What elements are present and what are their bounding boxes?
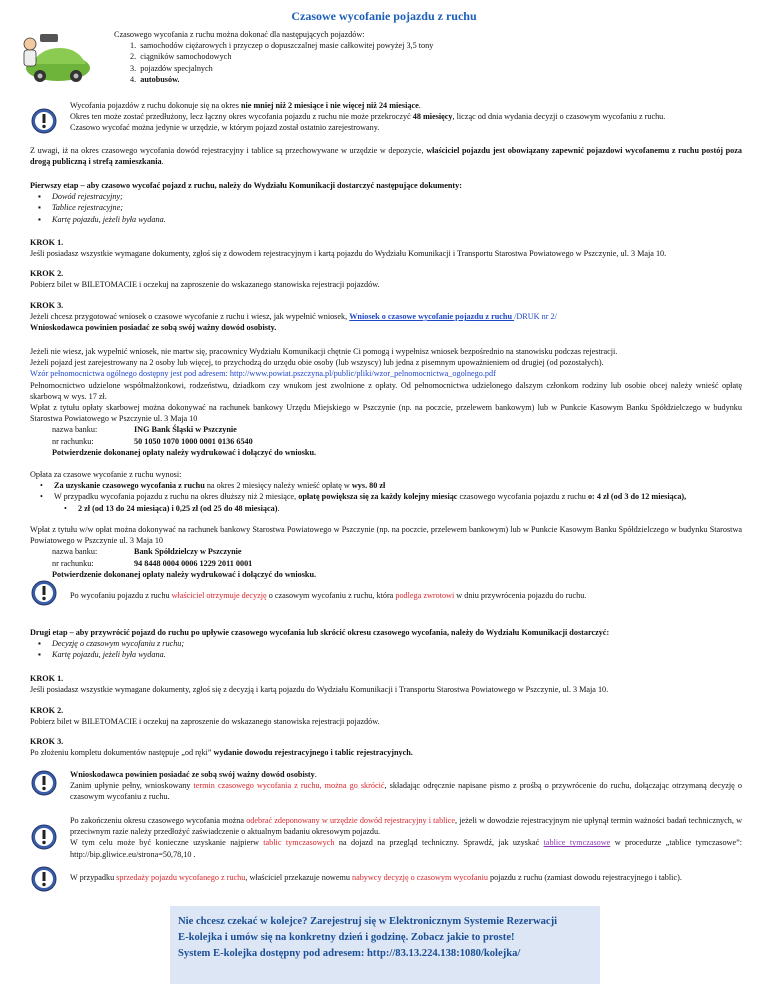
- e-queue-link[interactable]: System E-kolejka dostępny pod adresem: http://83.13.224.138:1080/kolejka/: [178, 948, 521, 959]
- sale-note: W przypadku sprzedaży pojazdu wycofanego z ruchu, właściciel przekazuje nowemu nabywcy decyzję o czasowym wycofaniu pojazdu z ruchu (zamiast dowodu rejestracyjnego i tablic).: [70, 873, 682, 882]
- id-note: Wnioskodawca powinien posiadać ze sobą swój ważny dowód osobisty. Zanim upłynie pełny, wnioskowany termin czasowego wycofania z ruchu, można go skrócić, składając odręcznie napisane pismo z prośbą o przywrócenie do ruchu, dołączając otrzymaną decyzję o czasowym wycofaniu z ruchu.: [70, 770, 742, 802]
- stage2-step1: KROK 1. Jeśli posiadasz wszystkie wymagane dokumenty, zgłoś się z decyzją i kartą pojazdu do Wydziału Komunikacji i Transportu Starostwa Powiatowego w Pszczynie, ul. 3 Maja 10.: [30, 674, 609, 695]
- car-mechanic-illustration: [18, 30, 94, 84]
- payment-block: Wpłat z tytułu w/w opłat można dokonywać na rachunek bankowy Starostwa Powiatowego w Pszczynie (np. na poczcie, przelewem bankowym) lub w Punkcie Kasowym Banku Spółdzielczego w budynku Starostwa Powiatowego w Pszczynie ul. 3 Maja 10 nazwa banku: Bank Spółdzielczy w Pszczynie nr rachunku: 94 8448 0004 0006 1229 2011 0001 Potwierdzenie dokonanej opłaty należy wydrukować i dołączyć do wniosku.: [30, 525, 742, 579]
- step3: KROK 3. Jeżeli chcesz przygotować wniosek o czasowe wycofanie z ruchu i wiesz, jak wypełnić wniosek, Wniosek o czasowe wycofanie pojazdu z ruchu /DRUK nr 2/ Wnioskodawca powinien posiadać ze sobą swój ważny dowód osobisty.: [30, 301, 557, 333]
- warning-icon: [31, 580, 57, 606]
- fees-block: Opłata za czasowe wycofanie z ruchu wynosi: • Za uzyskanie czasowego wycofania z ruchu na okres 2 miesięcy należy wnieść opłatę w wys. 80 zł • W przypadku wycofania pojazdu z ruchu na okres dłuższy niż 2 miesiące, opłatę powiększa się za każdy kolejny miesiąc czasowego wycofania pojazdu z ruchu o: 4 zł (od 3 do 12 miesiąca), • 2 zł (od 13 do 24 miesiąca) i 0,25 zł (od 25 do 48 miesiąca).: [30, 469, 742, 514]
- list-item: ▪ Decyzję o czasowym wycofaniu z ruchu;: [30, 638, 742, 649]
- step2: KROK 2. Pobierz bilet w BILETOMACIE i oczekuj na zaproszenie do wskazanego stanowiska rejestracji pojazdów.: [30, 269, 380, 290]
- help-block: Jeżeli nie wiesz, jak wypełnić wniosek, nie martw się, pracownicy Wydziału Komunikacji chętnie Ci pomogą i wypełnisz wniosek bezpośrednio na stanowisku podczas rejestracji. Jeżeli pojazd jest zarejestrowany na 2 osoby lub więcej, to przychodzą do urzędu obie osoby (lub wszyscy) lub jedna z pisemnym upoważnieniem od drugiej (od pozostałych). Wzór pełnomocnictwa ogólnego dostępny jest pod adresem: http://www.powiat.pszczyna.pl/public/pliki/wzor_pelnomocnictwa_ogolnego.pdf Pełnomocnictwo udzielone współmałżonkowi, rodzeństwu, dziadkom czy wnukom jest zwolnione z opłaty. Od pełnomocnictwa udzielonego dalszym członkom rodziny lub osobie obcej należy wnieść opłatę skarbową w wys. 17 zł. Wpłat z tytułu opłaty skarbowej można dokonywać na rachunek bankowy Urzędu Miejskiego w Pszczynie (np. na poczcie, przelewem bankowym) lub w Punkcie Kasowym Banku Spółdzielczego w budynku Starostwa Powiatowego w Pszczynie ul. 3 Maja 10 nazwa banku: ING Bank Śląski w Pszczynie nr rachunku: 50 1050 1070 1000 0001 0136 6540 Potwierdzenie dokonanej opłaty należy wydrukować i dołączyć do wniosku.: [30, 347, 742, 457]
- list-item: ▪ Tablice rejestracyjne;: [30, 202, 742, 213]
- warning-icon: [31, 824, 57, 850]
- stage2-heading: Drugi etap – aby przywrócić pojazd do ruchu po upływie czasowego wycofania lub skrócić okresu czasowego wycofania, należy do Wydziału Komunikacji dostarczyć:: [30, 628, 610, 637]
- e-queue-promo-box: Nie chcesz czekać w kolejce? Zarejestruj się w Elektronicznym Systemie Rezerwacji E-kolejka i umów się na konkretny dzień i godzinę. Zobacz jakie to proste! System E-kolejka dostępny pod adresem: http://83.13.224.138:1080/kolejka/: [170, 906, 600, 984]
- step1: KROK 1. Jeśli posiadasz wszystkie wymagane dokumenty, zgłoś się z dowodem rejestracyjnym i kartą pojazdu do Wydziału Komunikacji i Transportu Starostwa Powiatowego w Pszczynie, ul. 3 Maja 10.: [30, 238, 667, 259]
- page-title: Czasowe wycofanie pojazdu z ruchu: [291, 9, 477, 23]
- list-item: • 2 zł (od 13 do 24 miesiąca) i 0,25 zł (od 25 do 48 miesiąca).: [30, 503, 742, 514]
- parking-note: Z uwagi, iż na okres czasowego wycofania dowód rejestracyjny i tablice są przechowywane w urzędzie w depozycie, właściciel pojazdu jest obowiązany zapewnić pojazdowi wycofanemu z ruchu postój poza drogą publiczną i strefą zamieszkania.: [30, 146, 742, 167]
- list-item: ▪ Kartę pojazdu, jeżeli była wydana.: [30, 649, 742, 660]
- power-of-attorney-link[interactable]: Wzór pełnomocnictwa ogólnego dostępny jest pod adresem: http://www.powiat.pszczyna.pl/public/pliki/wzor_pelnomocnictwa_ogolnego.pdf: [30, 369, 496, 379]
- warning-icon: [31, 866, 57, 892]
- list-item: ▪ Kartę pojazdu, jeżeli była wydana.: [30, 214, 742, 225]
- decision-note: Po wycofaniu pojazdu z ruchu właściciel otrzymuje decyzję o czasowym wycofaniu z ruchu, która podlega zwrotowi w dniu przywrócenia pojazdu do ruchu.: [70, 591, 587, 600]
- return-note: Po zakończeniu okresu czasowego wycofania można odebrać zdeponowany w urzędzie dowód rejestracyjny i tablice, jeżeli w dowodzie rejestracyjnym nie upłynął termin ważności badań technicznych, w przeciwnym razie należy przedłożyć zaświadczenie o aktualnym badaniu okresowym pojazdu. W tym celu może być konieczne uzyskanie najpierw tablic tymczasowych na dojazd na przegląd techniczny. Sprawdź, jak uzyskać tablice tymczasowe w procedurze „tablice tymczasowe”: http://bip.gliwice.eu/strona=50,78,10 .: [70, 816, 742, 859]
- list-item: 1. samochodów ciężarowych i przyczep o dopuszczalnej masie całkowitej powyżej 3,5 tony: [130, 41, 434, 51]
- stage2-step2: KROK 2. Pobierz bilet w BILETOMACIE i oczekuj na zaproszenie do wskazanego stanowiska rejestracji pojazdów.: [30, 706, 380, 727]
- intro-block: [114, 29, 674, 85]
- note-period: Wycofania pojazdów z ruchu dokonuje się na okres nie mniej niż 2 miesiące i nie więcej niż 24 miesiące. Okres ten może zostać przedłużony, lecz łączny okres wycofania pojazdu z ruchu nie może przekroczyć 48 miesięcy, licząc od dnia wydania decyzji o czasowym wycofaniu z ruchu. Czasowo wycofać można jedynie w urzędzie, w którym pojazd został ostatnio zarejestrowany.: [70, 101, 666, 133]
- warning-icon: [31, 770, 57, 796]
- stage1-heading: Pierwszy etap – aby czasowo wycofać pojazd z ruchu, należy do Wydziału Komunikacji dostarczyć następujące dokumenty:: [30, 181, 462, 190]
- list-item: 2. ciągników samochodowych: [130, 52, 232, 62]
- application-form-link[interactable]: Wniosek o czasowe wycofanie pojazdu z ruchu: [349, 312, 515, 322]
- list-item: • Za uzyskanie czasowego wycofania z ruchu na okres 2 miesięcy należy wnieść opłatę w wys. 80 zł: [30, 480, 742, 491]
- stage1-block: [30, 180, 742, 225]
- list-item: ▪ Dowód rejestracyjny;: [30, 191, 742, 202]
- intro-lead: Czasowego wycofania z ruchu można dokonać dla następujących pojazdów:: [114, 30, 365, 39]
- list-item: 3. pojazdów specjalnych: [130, 63, 213, 73]
- list-item: • W przypadku wycofania pojazdu z ruchu na okres dłuższy niż 2 miesiące, opłatę powiększa się za każdy kolejny miesiąc czasowego wycofania pojazdu z ruchu o: 4 zł (od 3 do 12 miesiąca),: [30, 491, 742, 502]
- stage2-block: [30, 627, 742, 661]
- stage2-step3: KROK 3. Po złożeniu kompletu dokumentów następuje „od ręki” wydanie dowodu rejestracyjnego i tablic rejestracyjnych.: [30, 737, 413, 758]
- temporary-plates-link[interactable]: tablice tymczasowe: [543, 838, 611, 848]
- warning-icon: [31, 108, 57, 134]
- list-item: 4. autobusów.: [130, 74, 180, 84]
